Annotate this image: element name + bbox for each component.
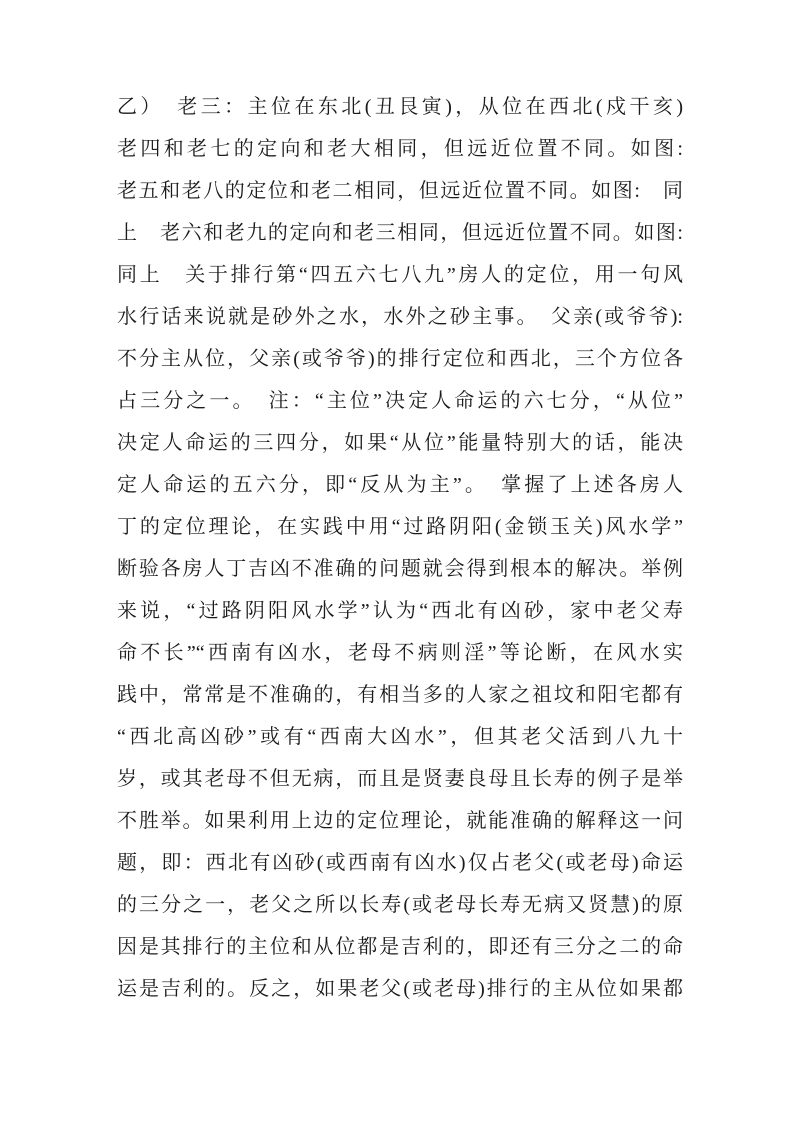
text-line: 同上 关于排行第“四五六七八九”房人的定位，用一句风 bbox=[117, 264, 683, 286]
text-line: 丁的定位理论，在实践中用“过路阴阳(金锁玉关)风水学” bbox=[117, 516, 683, 538]
text-line: 乙） 老三：主位在东北(丑艮寅)，从位在西北(戍干亥) bbox=[117, 96, 683, 118]
text-line: 因是其排行的主位和从位都是吉利的，即还有三分之二的命 bbox=[117, 936, 683, 958]
text-line: 岁，或其老母不但无病，而且是贤妻良母且长寿的例子是举 bbox=[117, 768, 683, 790]
text-line: 运是吉利的。反之，如果老父(或老母)排行的主从位如果都 bbox=[117, 978, 683, 1000]
text-line: 老四和老七的定向和老大相同，但远近位置不同。如图: bbox=[117, 138, 683, 160]
text-line: 决定人命运的三四分，如果“从位”能量特别大的话，能决 bbox=[117, 432, 683, 454]
text-line: 题，即：西北有凶砂(或西南有凶水)仅占老父(或老母)命运 bbox=[117, 852, 683, 874]
text-line: 上 老六和老九的定向和老三相同，但远近位置不同。如图: bbox=[117, 222, 683, 244]
text-block bbox=[117, 86, 683, 1010]
text-line: 定人命运的五六分，即“反从为主”。 掌握了上述各房人 bbox=[117, 474, 683, 496]
text-line: 水行话来说就是砂外之水，水外之砂主事。 父亲(或爷爷): bbox=[117, 306, 683, 328]
text-line: “西北高凶砂”或有“西南大凶水”，但其老父活到八九十 bbox=[117, 726, 683, 748]
text-line: 命不长”“西南有凶水，老母不病则淫”等论断，在风水实 bbox=[117, 642, 683, 664]
text-line: 不胜举。如果利用上边的定位理论，就能准确的解释这一问 bbox=[117, 810, 683, 832]
text-line: 不分主从位，父亲(或爷爷)的排行定位和西北，三个方位各 bbox=[117, 348, 683, 370]
text-line: 的三分之一，老父之所以长寿(或老母长寿无病又贤慧)的原 bbox=[117, 894, 683, 916]
text-line: 来说，“过路阴阳风水学”认为“西北有凶砂，家中老父寿 bbox=[117, 600, 683, 622]
text-line: 断验各房人丁吉凶不准确的问题就会得到根本的解决。举例 bbox=[117, 558, 683, 580]
text-line: 占三分之一。 注：“主位”决定人命运的六七分，“从位” bbox=[117, 390, 683, 412]
text-line: 老五和老八的定位和老二相同，但远近位置不同。如图: 同 bbox=[117, 180, 683, 202]
text-line: 践中，常常是不准确的，有相当多的人家之祖坟和阳宅都有 bbox=[117, 684, 683, 706]
